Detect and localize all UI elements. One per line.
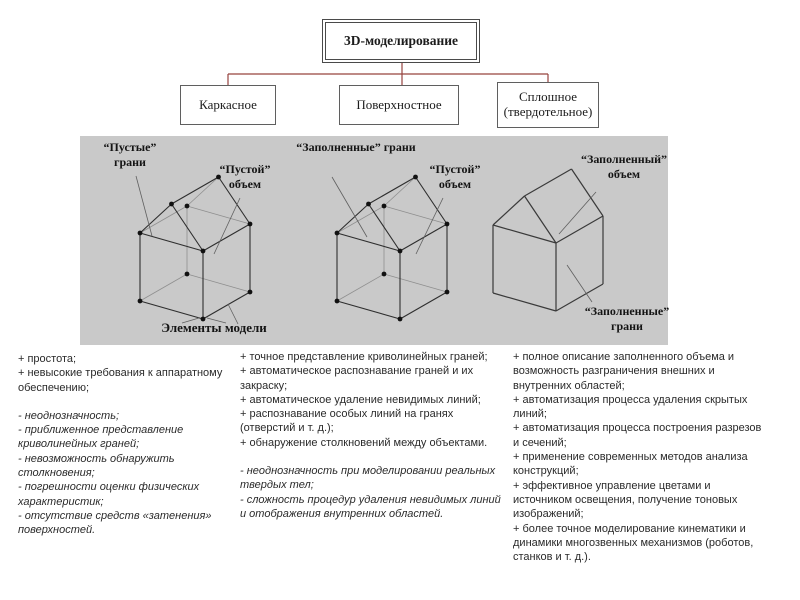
- text-line: + автоматическое удаление невидимых линий;: [240, 393, 481, 406]
- label-surface-volume: “Пустой” объем: [429, 162, 481, 191]
- wireframe-pros-list: [18, 352, 236, 395]
- text-line: - отсутствие средств «затенения» поверхностей.: [18, 509, 212, 537]
- text-line: + простота;: [18, 353, 77, 365]
- text-line: + точное представление криволинейных граней;: [240, 351, 488, 363]
- text-line: - неоднозначность при моделировании реальных твердых тел;: [240, 465, 496, 492]
- text-line: + распознавание особых линий на гранях (отверстий и т. д.);: [240, 408, 454, 435]
- models-panel: [80, 136, 668, 345]
- solid-pros-list: [513, 350, 765, 564]
- text-line: + автоматическое распознавание граней и их закраску;: [240, 365, 474, 392]
- label-solid-volume: “Заполненный” объем: [580, 152, 667, 181]
- text-line: + невысокие требования к аппаратному обеспечению;: [18, 367, 223, 394]
- text-line: + автоматизация процесса удаления скрытых линий;: [513, 393, 748, 421]
- label-wireframe-volume: “Пустой” объем: [219, 162, 271, 191]
- text-line: + обнаружение столкновений между объектами.: [240, 436, 488, 449]
- text-line: - приближенное представление криволинейных граней;: [18, 424, 184, 451]
- text-line: + полное описание заполненного объема и возможность разграничения внешних и внутренних областей;: [513, 351, 735, 392]
- surface-pros-list: [240, 350, 508, 450]
- text-line: + автоматизация процесса построения разрезов и сечений;: [513, 422, 762, 449]
- label-surface-faces: “Заполненные” грани: [296, 140, 416, 154]
- wireframe-cons-list: [18, 409, 236, 538]
- branch-wireframe: Каркасное: [180, 85, 276, 125]
- text-line: - погрешности оценки физических характеристик;: [18, 481, 200, 508]
- label-model-elements: Элементы модели: [161, 320, 267, 335]
- column-wireframe-props: [18, 352, 236, 538]
- branch-solid: Сплошное (твердотельное): [497, 82, 599, 128]
- surface-cons-list: [240, 464, 508, 521]
- text-line: + применение современных методов анализа конструкций;: [513, 451, 748, 478]
- label-wireframe-faces: “Пустые” грани: [103, 140, 157, 169]
- text-line: - неоднозначность;: [18, 409, 120, 422]
- text-line: - сложность процедур удаления невидимых линий и отображения внутренних областей.: [240, 493, 501, 520]
- branch-surface: Поверхностное: [339, 85, 459, 125]
- text-line: + более точное моделирование кинематики и динамики многозвенных механизмов (роботов, станков и т. д.).: [513, 522, 754, 564]
- column-solid-props: [513, 350, 765, 578]
- root-node-3d-modeling: 3D-моделирование: [325, 22, 477, 60]
- text-line: - невозможность обнаружить столкновения;: [18, 452, 175, 480]
- text-line: + эффективное управление цветами и источником освещения, получение тоновых изображений;: [513, 479, 738, 521]
- column-surface-props: [240, 350, 508, 521]
- label-solid-faces: “Заполненные” грани: [584, 304, 670, 333]
